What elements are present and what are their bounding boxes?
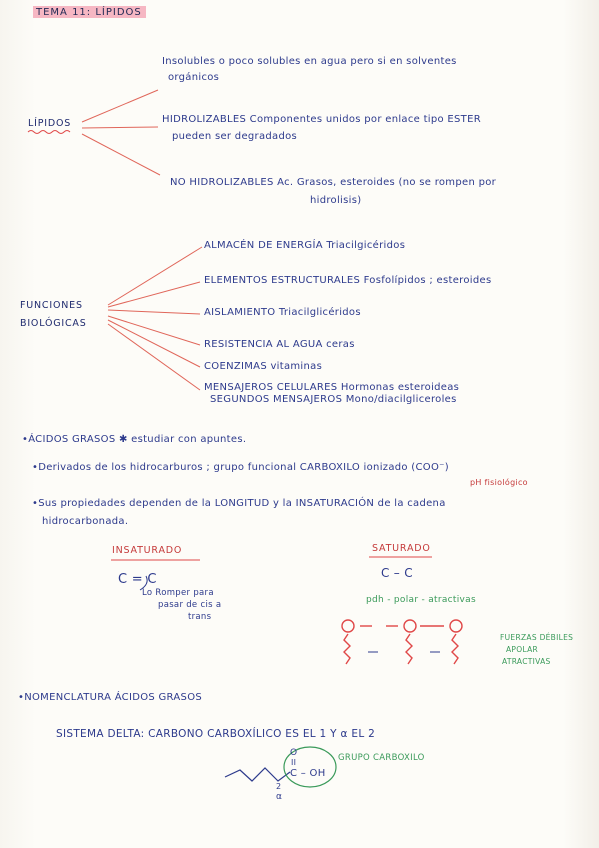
page-title: TEMA 11: LÍPIDOS [33, 6, 146, 18]
fuerzas-3: ATRACTIVAS [502, 657, 551, 666]
insolubles-line2: orgánicos [168, 72, 220, 83]
insolubles-line1: Insolubles o poco solubles en agua pero si en solventes [162, 56, 457, 67]
funcion-segundos-mensajeros: SEGUNDOS MENSAJEROS Mono/diacilgliceroles [210, 394, 457, 405]
ph-note: pH fisiológico [470, 478, 528, 487]
funcion-resistencia: RESISTENCIA AL AGUA ceras [204, 339, 355, 350]
carbon-number-2: 2 [276, 782, 282, 791]
lipid-molecules [342, 620, 462, 664]
funcion-mensajeros: MENSAJEROS CELULARES Hormonas esteroideas [204, 382, 460, 393]
lipidos-underline [28, 131, 70, 134]
funcion-aislamiento: AISLAMIENTO Triacilglicéridos [204, 307, 361, 318]
grupo-carboxilo: GRUPO CARBOXILO [338, 753, 425, 763]
hidrolizables-line2: pueden ser degradados [172, 131, 298, 142]
carboxyl-c-oh: C – OH [290, 768, 326, 779]
insaturado-formula: C = C [118, 572, 157, 587]
line-elementos [108, 282, 200, 307]
insaturado-label: INSATURADO [112, 545, 183, 556]
line-insolubles [82, 90, 158, 122]
alpha-label: α [276, 792, 283, 802]
saturado-props: pdh - polar - atractivas [366, 595, 476, 605]
fuerzas-2: APOLAR [506, 645, 539, 654]
funcion-almacen: ALMACÉN DE ENERGÍA Triacilgicéridos [204, 240, 406, 251]
funciones-label-1: FUNCIONES [20, 300, 83, 311]
acidos-propiedades-2: hidrocarbonada. [42, 516, 129, 527]
saturado-label: SATURADO [372, 543, 431, 554]
line-aislamiento [108, 310, 200, 314]
nomenclatura-heading: •NOMENCLATURA ÁCIDOS GRASOS [18, 692, 203, 703]
line-coenzimas [108, 320, 200, 367]
line-no-hidrolizables [82, 134, 160, 175]
lipidos-label: LÍPIDOS [28, 118, 72, 129]
line-resistencia [108, 316, 200, 345]
insaturado-note-1: Lo Romper para [142, 588, 214, 598]
line-almacen [108, 247, 202, 305]
funciones-label-2: BIOLÓGICAS [20, 318, 87, 329]
hidrolizables-line1: HIDROLIZABLES Componentes unidos por enlace tipo ESTER [162, 114, 481, 125]
sistema-delta: SISTEMA DELTA: CARBONO CARBOXÍLICO ES EL 1 Y α EL 2 [56, 728, 376, 740]
funcion-coenzimas: COENZIMAS vitaminas [204, 361, 323, 372]
carboxyl-double-bond: II [291, 758, 297, 767]
insaturado-note-3: trans [188, 612, 212, 622]
acidos-heading: •ÁCIDOS GRASOS ✱ estudiar con apuntes. [22, 434, 247, 445]
fatty-acid-chain [225, 768, 290, 781]
saturado-formula: C – C [381, 566, 413, 580]
acidos-propiedades-1: •Sus propiedades dependen de la LONGITUD y la INSATURACIÓN de la cadena [32, 498, 446, 509]
no-hidrolizables-line1: NO HIDROLIZABLES Ac. Grasos, esteroides (no se rompen por [170, 177, 497, 188]
fuerzas-1: FUERZAS DÉBILES [500, 633, 574, 642]
insaturado-note-2: pasar de cis a [158, 600, 222, 610]
funcion-elementos: ELEMENTOS ESTRUCTURALES Fosfolípidos ; esteroides [204, 275, 492, 286]
line-mensajeros [108, 324, 200, 390]
line-hidrolizables [82, 127, 158, 128]
no-hidrolizables-line2: hidrolisis) [310, 195, 362, 206]
acidos-derivados: •Derivados de los hidrocarburos ; grupo funcional CARBOXILO ionizado (COO⁻) [32, 462, 449, 473]
carboxyl-o: O [290, 748, 298, 758]
